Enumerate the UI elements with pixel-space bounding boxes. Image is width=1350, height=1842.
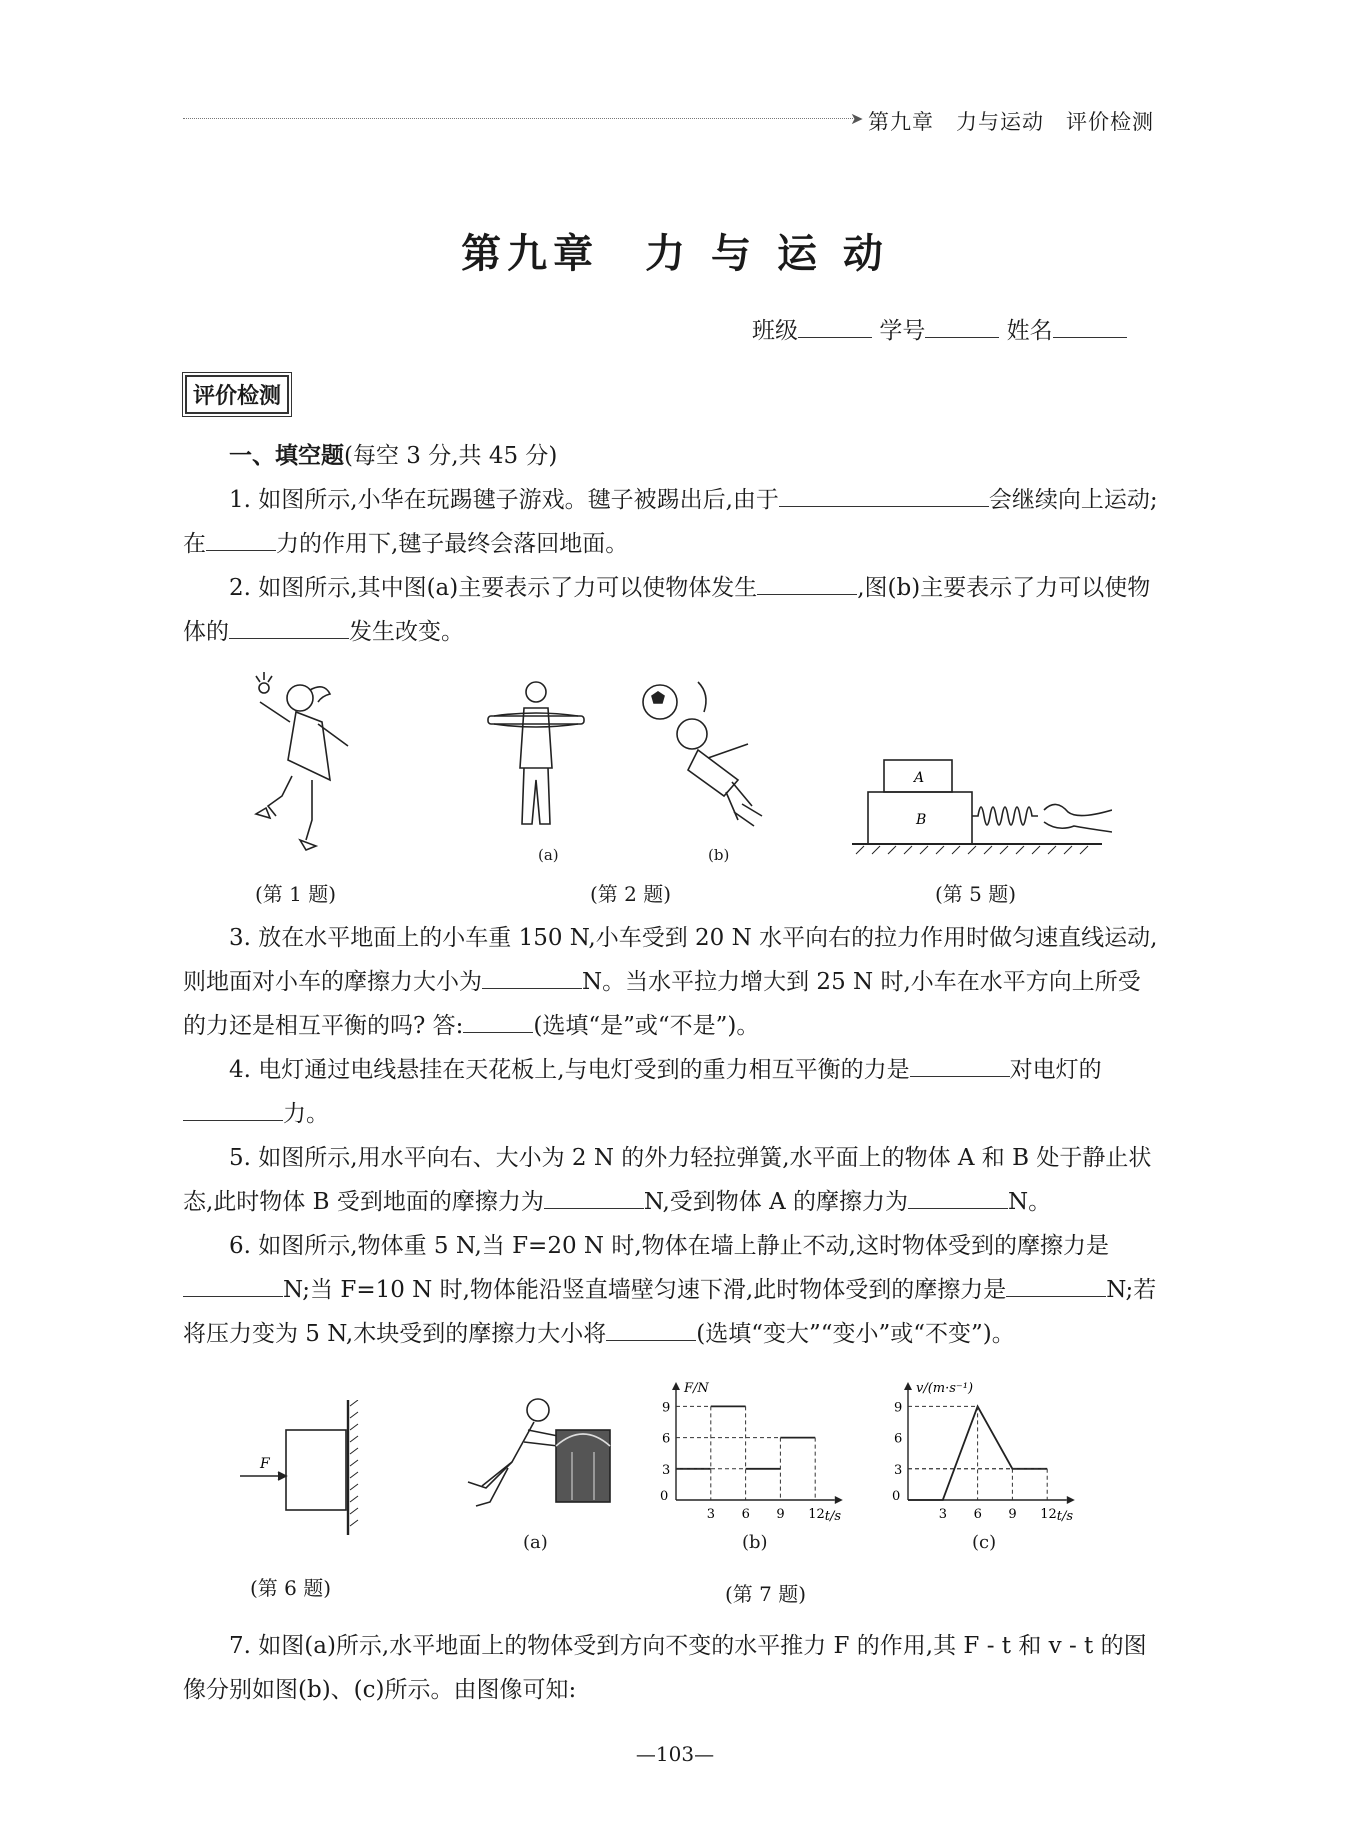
q6-text-2: N;当 F=10 N 时,物体能沿竖直墙壁匀速下滑,此时物体受到的摩擦力是 bbox=[283, 1277, 1007, 1303]
part-scoring: (每空 3 分,共 45 分) bbox=[344, 443, 558, 469]
chart-b-y-tick: 9 bbox=[662, 1400, 671, 1416]
q5-text-2: N,受到物体 A 的摩擦力为 bbox=[643, 1189, 909, 1215]
block-a-label: A bbox=[914, 770, 925, 786]
section-badge: 评价检测 bbox=[185, 375, 289, 414]
class-label: 班级 bbox=[752, 318, 798, 344]
q3-text-3: (选填“是”或“不是”)。 bbox=[533, 1013, 760, 1039]
figure-q2a-boy-bending-bar bbox=[480, 676, 590, 836]
chart-b-x-tick: 12 bbox=[808, 1507, 825, 1522]
class-blank[interactable] bbox=[798, 317, 872, 338]
number-label: 学号 bbox=[879, 318, 926, 344]
chart-c-x-tick: 3 bbox=[938, 1507, 948, 1522]
chart-b-y-label: F/N bbox=[684, 1381, 709, 1396]
figure-q2b-boy-heading-ball bbox=[638, 672, 788, 832]
chart-v-t-line bbox=[880, 1368, 1100, 1528]
question-3 bbox=[183, 916, 1158, 1048]
chart-b-y-tick: 6 bbox=[662, 1431, 671, 1447]
chart-b-x-tick: 0 bbox=[660, 1489, 669, 1504]
chart-b-x-tick: 9 bbox=[776, 1507, 785, 1522]
part-title: 一、填空题 bbox=[229, 443, 344, 469]
q3-text-2: N。当水平拉力增大到 25 N 时,小车在水平方向上所受的力还是相互平衡的吗? 答: bbox=[183, 969, 1141, 1039]
block-b-label: B bbox=[916, 812, 927, 828]
question-1 bbox=[183, 478, 1158, 566]
name-label: 姓名 bbox=[1006, 318, 1053, 344]
chart-c-x-arrow-icon bbox=[1067, 1496, 1075, 1504]
chart-c-x-tick: 6 bbox=[973, 1507, 982, 1522]
header-arrow-icon: ➤ bbox=[850, 109, 864, 128]
header-dotted-rule bbox=[183, 118, 853, 119]
figure-q6-caption: (第 6 题) bbox=[250, 1576, 332, 1600]
figure-q5-caption: (第 5 题) bbox=[935, 882, 1017, 906]
figure-q1-caption: (第 1 题) bbox=[255, 882, 337, 906]
q6-blank-3[interactable] bbox=[606, 1318, 696, 1341]
chart-c-x-tick: 9 bbox=[1008, 1507, 1017, 1522]
figure-q7-caption: (第 7 题) bbox=[725, 1582, 807, 1606]
q2-text-3: 发生改变。 bbox=[349, 619, 464, 645]
q7-text-1: 7. 如图(a)所示,水平地面上的物体受到方向不变的水平推力 F 的作用,其 F - t 和 v - t 的图像分别如图(b)、(c)所示。由图像可知: bbox=[183, 1633, 1147, 1703]
figure-q6-block-pressed-on-wall bbox=[236, 1400, 366, 1540]
figure-q1-girl-kicking-shuttlecock bbox=[230, 668, 390, 868]
q2-text-2: ,图(b)主要表示了力可以使物体的 bbox=[183, 575, 1151, 645]
q1-blank-1[interactable] bbox=[779, 484, 989, 507]
chart-c-y-label: v/(m·s⁻¹) bbox=[916, 1381, 974, 1396]
name-blank[interactable] bbox=[1053, 317, 1127, 338]
q4-text-1: 4. 电灯通过电线悬挂在天花板上,与电灯受到的重力相互平衡的力是 bbox=[229, 1057, 910, 1083]
force-f-label: F bbox=[260, 1456, 270, 1472]
student-info-line bbox=[752, 312, 1127, 345]
q4-text-2: 对电灯的 bbox=[1009, 1057, 1102, 1083]
q1-text-2: 会继续向上运动;在 bbox=[183, 487, 1158, 557]
chart-b-x-tick: 3 bbox=[706, 1507, 716, 1522]
q4-text-3: 力。 bbox=[283, 1101, 329, 1127]
q3-blank-2[interactable] bbox=[463, 1010, 533, 1033]
chart-b-plot bbox=[660, 1381, 843, 1524]
page-number: —103— bbox=[635, 1742, 715, 1766]
chapter-title: 第九章 力 与 运 动 bbox=[461, 231, 889, 277]
q1-text-3: 力的作用下,毽子最终会落回地面。 bbox=[276, 531, 629, 557]
chart-c-y-arrow-icon bbox=[904, 1382, 912, 1390]
chart-c-plot bbox=[892, 1381, 1075, 1524]
q5-text-1: 5. 如图所示,用水平向右、大小为 2 N 的外力轻拉弹簧,水平面上的物体 A 和 B 处于静止状态,此时物体 B 受到地面的摩擦力为 bbox=[183, 1145, 1152, 1215]
number-blank[interactable] bbox=[925, 317, 999, 338]
chart-b-x-arrow-icon bbox=[835, 1496, 843, 1504]
chart-c-x-tick: 0 bbox=[892, 1489, 901, 1504]
chart-f-t-step bbox=[648, 1368, 858, 1528]
q4-blank-1[interactable] bbox=[910, 1054, 1010, 1077]
q6-text-3: N;若将压力变为 5 N,木块受到的摩擦力大小将 bbox=[183, 1277, 1157, 1347]
question-6 bbox=[183, 1224, 1158, 1356]
q6-text-4: (选填“变大”“变小”或“不变”)。 bbox=[696, 1321, 1015, 1347]
part-heading bbox=[183, 434, 1158, 478]
q4-blank-2[interactable] bbox=[183, 1098, 283, 1121]
figure-q7a-label: (a) bbox=[523, 1532, 548, 1553]
q6-blank-2[interactable] bbox=[1006, 1274, 1106, 1297]
question-5 bbox=[183, 1136, 1158, 1224]
chart-b-y-tick: 3 bbox=[662, 1462, 671, 1478]
q2-blank-2[interactable] bbox=[229, 616, 349, 639]
q5-blank-1[interactable] bbox=[544, 1186, 644, 1209]
chart-c-y-tick: 9 bbox=[894, 1400, 903, 1416]
figure-q7b-label: (b) bbox=[742, 1532, 768, 1553]
q2-blank-1[interactable] bbox=[757, 572, 857, 595]
chart-b-x-tick: 6 bbox=[741, 1507, 750, 1522]
q6-text-1: 6. 如图所示,物体重 5 N,当 F=20 N 时,物体在墙上静止不动,这时物体受到的摩擦力是 bbox=[229, 1233, 1109, 1259]
figure-q2a-label: (a) bbox=[538, 846, 559, 864]
chart-c-y-tick: 6 bbox=[894, 1431, 903, 1447]
figure-q2-caption: (第 2 题) bbox=[590, 882, 672, 906]
chart-c-x-tick: 12 bbox=[1040, 1507, 1057, 1522]
chart-c-y-tick: 3 bbox=[894, 1462, 903, 1478]
running-header: 第九章 力与运动 评价检测 bbox=[868, 110, 1154, 134]
figure-q5-blocks-and-spring bbox=[852, 758, 1112, 868]
q5-blank-2[interactable] bbox=[908, 1186, 1008, 1209]
q5-text-3: N。 bbox=[1008, 1189, 1052, 1215]
figure-q7c-label: (c) bbox=[972, 1532, 997, 1553]
question-7 bbox=[183, 1624, 1158, 1712]
q3-blank-1[interactable] bbox=[482, 966, 582, 989]
q6-blank-1[interactable] bbox=[183, 1274, 283, 1297]
figure-q2b-label: (b) bbox=[708, 846, 730, 864]
q1-blank-2[interactable] bbox=[206, 528, 276, 551]
chart-c-x-label: t/s bbox=[1056, 1509, 1074, 1524]
q1-text-1: 1. 如图所示,小华在玩踢毽子游戏。毽子被踢出后,由于 bbox=[229, 487, 779, 513]
q2-text-1: 2. 如图所示,其中图(a)主要表示了力可以使物体发生 bbox=[229, 575, 758, 601]
chart-b-x-label: t/s bbox=[824, 1509, 842, 1524]
chart-b-y-arrow-icon bbox=[672, 1382, 680, 1390]
figure-q7a-boy-pushing-box bbox=[458, 1396, 618, 1516]
q3-text-1: 3. 放在水平地面上的小车重 150 N,小车受到 20 N 水平向右的拉力作用时做匀速直线运动,则地面对小车的摩擦力大小为 bbox=[183, 925, 1158, 995]
question-2 bbox=[183, 566, 1158, 654]
question-4 bbox=[183, 1048, 1158, 1136]
